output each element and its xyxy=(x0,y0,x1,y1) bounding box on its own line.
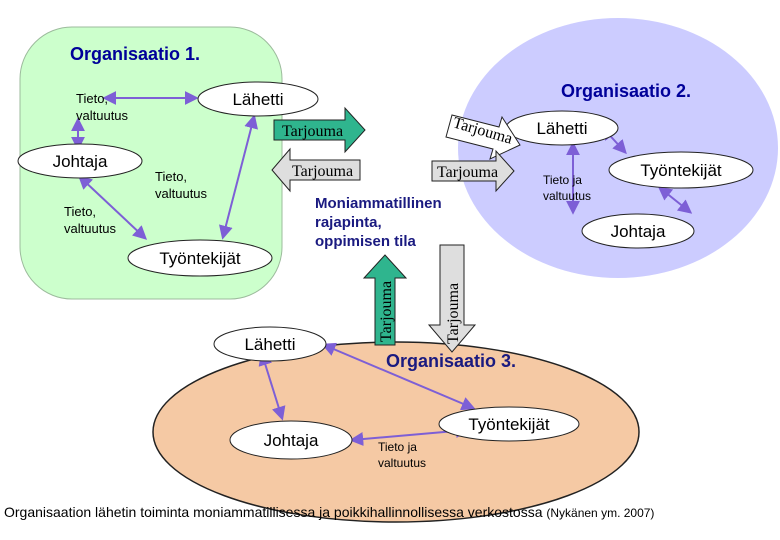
org3-title: Organisaatio 3. xyxy=(386,351,517,371)
caption-main: Organisaation lähetin toiminta moniammatillisessa ja poikkihallinnollisessa verkostossa xyxy=(4,504,543,520)
org1-lahetti-label: Lähetti xyxy=(232,90,284,109)
org3-johtaja-label: Johtaja xyxy=(263,431,319,450)
org1-title: Organisaatio 1. xyxy=(70,44,201,64)
tarjouma-label: Tarjouma xyxy=(437,164,499,181)
interface-label: Moniammatillinen rajapinta, oppimisen tila xyxy=(315,195,442,250)
tieto-label: Tieto ja valtuutus xyxy=(543,173,592,203)
org1-tyontekijat-label: Työntekijät xyxy=(159,249,241,268)
figure-caption xyxy=(4,503,780,522)
tieto-label: Tieto ja valtuutus xyxy=(378,440,427,470)
org2-lahetti-label: Lähetti xyxy=(536,119,588,138)
tieto-label: Tieto, valtuutus xyxy=(76,91,129,123)
tarjouma-label: Tarjouma xyxy=(378,280,395,342)
org1-johtaja-label: Johtaja xyxy=(52,152,108,171)
caption-source: (Nykänen ym. 2007) xyxy=(546,506,655,520)
tieto-label: Tieto, valtuutus xyxy=(64,204,117,236)
tieto-label: Tieto, valtuutus xyxy=(155,169,208,201)
tarjouma-label: Tarjouma xyxy=(445,282,462,344)
org3-tyontekijat-label: Työntekijät xyxy=(468,415,550,434)
org2-title: Organisaatio 2. xyxy=(561,81,692,101)
tarjouma-label: Tarjouma xyxy=(282,123,344,140)
org3-lahetti-label: Lähetti xyxy=(244,335,296,354)
org2-tyontekijat-label: Työntekijät xyxy=(640,161,722,180)
org2-johtaja-label: Johtaja xyxy=(610,222,666,241)
tarjouma-label: Tarjouma xyxy=(292,163,354,180)
tarjouma-label: Tarjouma xyxy=(450,114,515,148)
